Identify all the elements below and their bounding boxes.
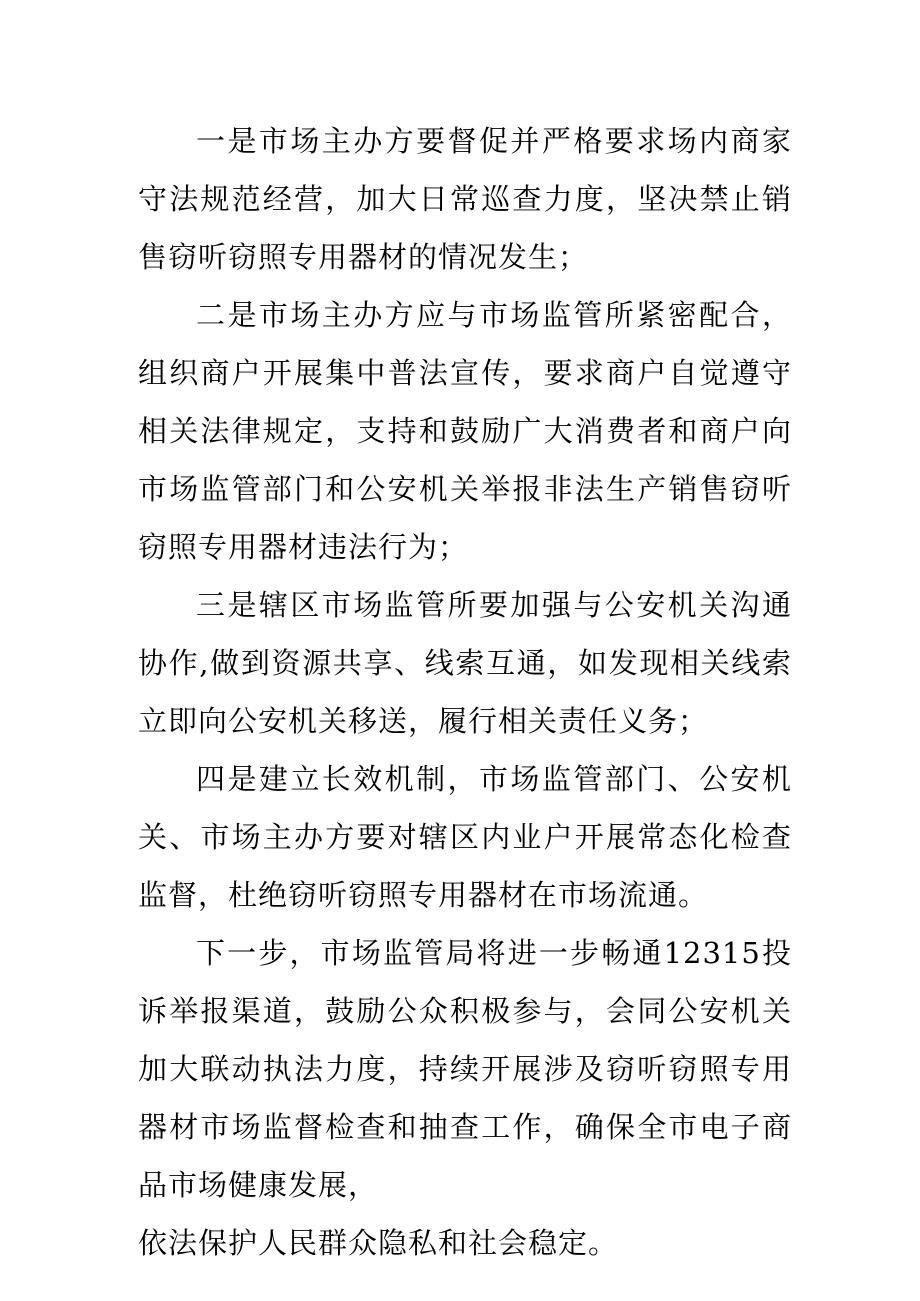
paragraph-5: 下一步，市场监管局将进一步畅通12315投诉举报渠道，鼓励公众积极参与，会同公安机关加大联动执法力度，持续开展涉及窃听窃照专用器材市场监督检查和抽查工作，确保全市电子商品市场健康发展，	[138, 936, 792, 1202]
paragraph-2: 二是市场主办方应与市场监管所紧密配合，组织商户开展集中普法宣传，要求商户自觉遵守相关法律规定，支持和鼓励广大消费者和商户向市场监管部门和公安机关举报非法生产销售窃听窃照专用器材违法行为；	[138, 298, 792, 564]
paragraph-1: 一是市场主办方要督促并严格要求场内商家守法规范经营，加大日常巡查力度，坚决禁止销售窃听窃照专用器材的情况发生；	[138, 124, 792, 274]
document-body	[138, 112, 792, 1272]
paragraph-3: 三是辖区市场监管所要加强与公安机关沟通协作,做到资源共享、线索互通，如发现相关线索立即向公安机关移送，履行相关责任义务；	[138, 588, 792, 738]
paragraph-4: 四是建立长效机制，市场监管部门、公安机关、市场主办方要对辖区内业户开展常态化检查监督，杜绝窃听窃照专用器材在市场流通。	[138, 762, 792, 912]
paragraph-5-tail: 依法保护人民群众隐私和社会稳定。	[138, 1226, 619, 1260]
